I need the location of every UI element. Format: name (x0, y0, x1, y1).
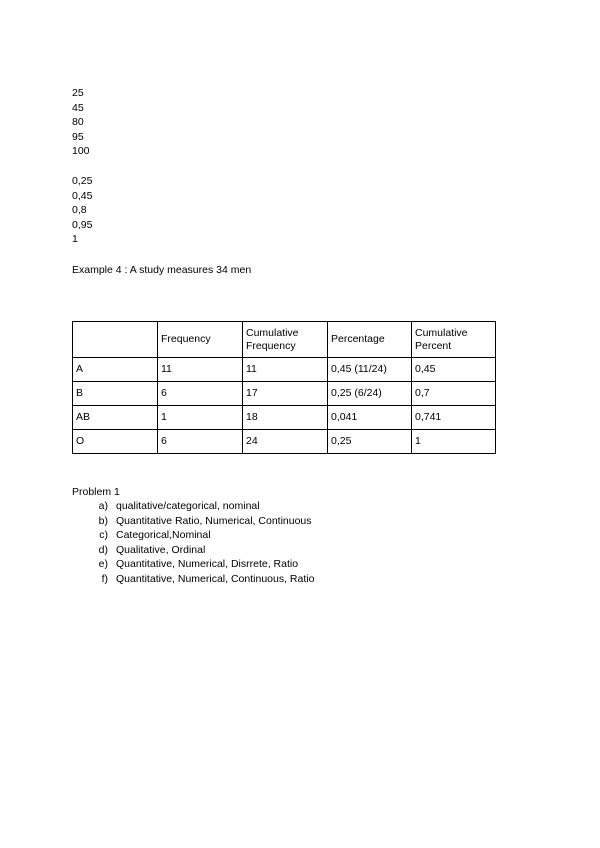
list-item (88, 557, 314, 572)
table-cell: 0,741 (412, 406, 496, 430)
table-row (73, 406, 496, 430)
list-item (88, 514, 314, 529)
frequency-table (72, 321, 496, 454)
table-cell: 11 (158, 358, 243, 382)
table-cell: 0,45 (412, 358, 496, 382)
list-marker: f) (101, 572, 108, 585)
answer-list (88, 499, 314, 587)
list-marker: c) (99, 529, 108, 542)
list-item (88, 499, 314, 514)
table-header-cell: Cumulative Percent (412, 322, 496, 358)
value-line: 45 (72, 101, 84, 114)
value-list-counts (72, 86, 90, 159)
value-line: 25 (72, 87, 84, 99)
value-list-proportions (72, 174, 92, 247)
table-header-cell: Percentage (328, 322, 412, 358)
table-cell: 1 (158, 406, 243, 430)
table-cell: 17 (243, 382, 328, 406)
list-marker: b) (98, 514, 108, 527)
list-item (88, 543, 314, 558)
list-text: Qualitative, Ordinal (116, 543, 206, 556)
table-header-cell: Frequency (158, 322, 243, 358)
list-text: qualitative/categorical, nominal (116, 500, 260, 512)
example-heading: Example 4 : A study measures 34 men (72, 264, 252, 276)
table-row (73, 382, 496, 406)
table-cell: 6 (158, 430, 243, 454)
list-marker: d) (98, 543, 108, 556)
table-cell: B (73, 382, 158, 406)
value-line: 0,95 (72, 218, 93, 231)
table-cell: 0,25 (328, 430, 412, 454)
table-cell: 18 (243, 406, 328, 430)
list-text: Categorical,Nominal (116, 529, 211, 542)
value-line: 1 (72, 233, 78, 246)
table-cell: 6 (158, 382, 243, 406)
value-line: 100 (72, 145, 90, 158)
table-header-cell (73, 322, 158, 358)
table-cell: 0,25 (6/24) (328, 382, 412, 406)
table-cell: 1 (412, 430, 496, 454)
value-line: 80 (72, 116, 84, 129)
table-row (73, 430, 496, 454)
problem-title: Problem 1 (72, 486, 120, 498)
list-text: Quantitative, Numerical, Disrrete, Ratio (116, 558, 299, 571)
table-cell: 0,041 (328, 406, 412, 430)
list-marker: a) (98, 500, 108, 512)
table-cell: 24 (243, 430, 328, 454)
table-row (73, 358, 496, 382)
value-line: 0,8 (72, 204, 87, 217)
table-header-cell: Cumulative Frequency (243, 322, 328, 358)
table-cell: 0,45 (11/24) (328, 358, 412, 382)
table-cell: 0,7 (412, 382, 496, 406)
value-line: 95 (72, 130, 84, 143)
list-text: Quantitative, Numerical, Continuous, Ratio (116, 572, 315, 585)
list-text: Quantitative Ratio, Numerical, Continuous (116, 514, 312, 527)
list-item (88, 528, 314, 543)
table-header-row (73, 322, 496, 358)
value-line: 0,45 (72, 189, 93, 202)
value-line: 0,25 (72, 175, 93, 187)
table-cell: 11 (243, 358, 328, 382)
table-cell: A (73, 358, 158, 382)
list-marker: e) (98, 558, 108, 571)
list-item (88, 572, 314, 587)
table-cell: O (73, 430, 158, 454)
table-cell: AB (73, 406, 158, 430)
